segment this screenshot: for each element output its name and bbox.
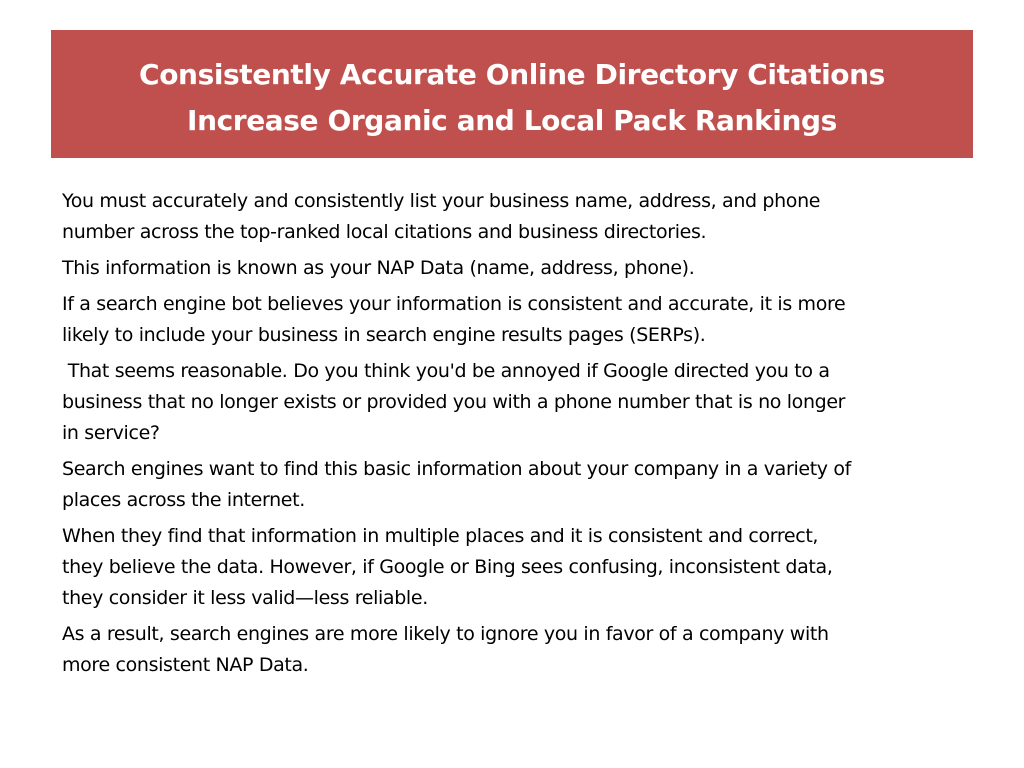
slide-body (62, 186, 962, 686)
paragraph-line: Search engines want to find this basic information about your company in a variety of (62, 458, 852, 480)
paragraph (62, 289, 962, 351)
paragraph (62, 186, 962, 248)
paragraph (62, 253, 962, 284)
title-banner (51, 30, 973, 158)
paragraph-line: If a search engine bot believes your information is consistent and accurate, it is more (62, 293, 846, 315)
slide-title-line-2: Increase Organic and Local Pack Rankings (187, 104, 837, 137)
paragraph (62, 521, 962, 614)
paragraph-line: When they find that information in multiple places and it is consistent and correct, (62, 525, 819, 547)
paragraph (62, 454, 962, 516)
paragraph-line: As a result, search engines are more likely to ignore you in favor of a company with (62, 623, 829, 645)
paragraph-line: That seems reasonable. Do you think you'd be annoyed if Google directed you to a (62, 360, 830, 382)
paragraph-line: they believe the data. However, if Google or Bing sees confusing, inconsistent data, (62, 556, 833, 578)
paragraph (62, 356, 962, 449)
paragraph-line: This information is known as your NAP Data (name, address, phone). (62, 257, 695, 279)
paragraph-line: You must accurately and consistently list your business name, address, and phone (62, 190, 821, 212)
paragraph-line: they consider it less valid—less reliable. (62, 587, 428, 609)
paragraph-line: more consistent NAP Data. (62, 654, 309, 676)
paragraph-line: places across the internet. (62, 489, 305, 511)
paragraph-line: number across the top-ranked local citations and business directories. (62, 221, 707, 243)
paragraph-line: business that no longer exists or provided you with a phone number that is no longer (62, 391, 846, 413)
paragraph (62, 619, 962, 681)
paragraph-line: likely to include your business in search engine results pages (SERPs). (62, 324, 706, 346)
slide-title-line-1: Consistently Accurate Online Directory Citations (139, 58, 885, 91)
paragraph-line: in service? (62, 422, 160, 444)
